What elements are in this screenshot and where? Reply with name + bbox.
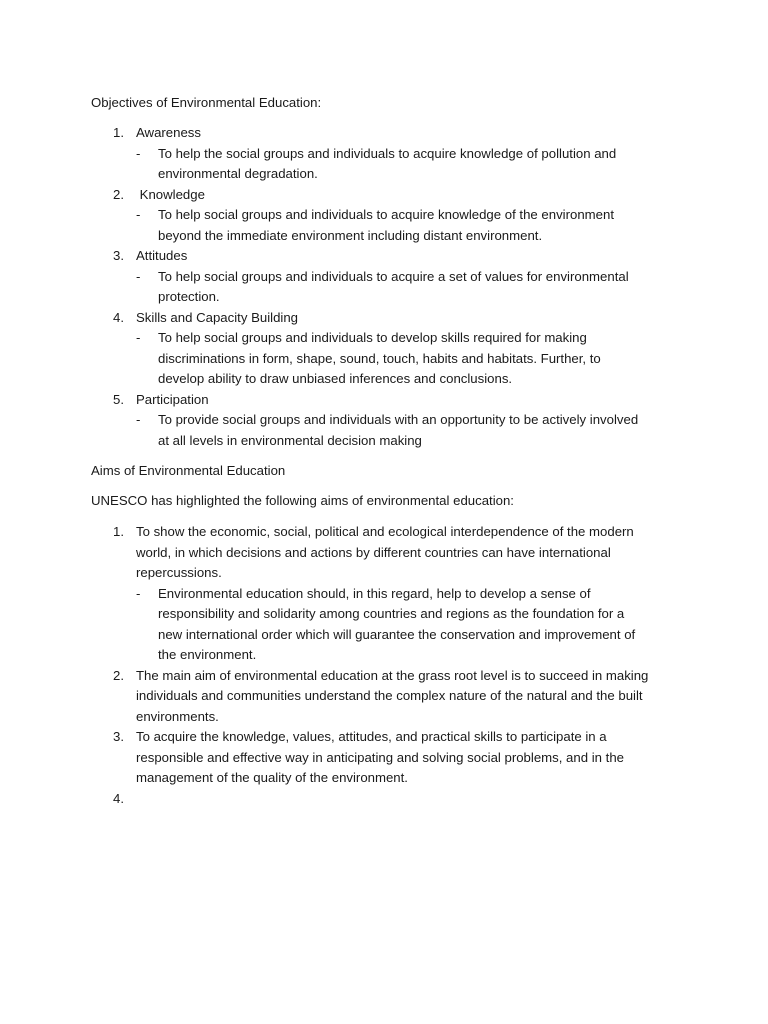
list-number: 5. [113,391,124,407]
text-line [136,789,696,810]
aim-item [0,727,768,789]
text-line: the environment. [158,647,257,662]
objective-item-awareness [0,123,768,144]
list-number: 1. [113,524,124,539]
text-line: To help the social groups and individuals to acquire knowledge of pollution and [158,145,617,161]
aims-intro: UNESCO has highlighted the following aims of environmental education: [91,493,514,508]
objective-description [0,410,768,451]
aim-item [0,522,768,584]
aim-sub-point [0,584,768,666]
text-line: responsible and effective way in anticipating and solving social problems, and in the [136,749,624,765]
text-line: The main aim of environmental education at the grass root level is to succeed in making [136,667,649,683]
text-line: To provide social groups and individuals with an opportunity to be actively involved [158,412,639,427]
text-line: new international order which will guarantee the conservation and improvement of [158,626,636,642]
objectives-heading: Objectives of Environmental Education: [91,95,322,110]
objective-item-participation [0,390,768,411]
objective-title: Knowledge [136,186,205,202]
dash-bullet: - [136,268,141,284]
aims-heading: Aims of Environmental Education [91,463,286,478]
objective-title: Participation [136,391,209,407]
dash-bullet: - [136,585,141,601]
list-number: 2. [113,667,124,683]
objective-item-attitudes [0,246,768,267]
text-line: To help social groups and individuals to acquire a set of values for environmental [158,268,629,284]
objective-description [0,205,768,246]
aim-item-empty [0,789,768,810]
list-number: 4. [113,790,124,806]
list-number: 4. [113,309,124,325]
text-line: Environmental education should, in this regard, help to develop a sense of [158,585,591,601]
aim-item [0,666,768,728]
text-line: responsibility and solidarity among countries and regions as the foundation for a [158,606,625,621]
list-number: 3. [113,729,124,744]
text-line: protection. [158,289,220,304]
text-line: To show the economic, social, political and ecological interdependence of the modern [136,524,634,539]
text-line: environments. [136,708,219,724]
aims-list [0,522,768,809]
dash-bullet: - [136,330,141,345]
text-line: To help social groups and individuals to acquire knowledge of the environment [158,207,614,222]
dash-bullet: - [136,145,141,161]
text-line: world, in which decisions and actions by different countries can have international [136,544,611,560]
text-line: discriminations in form, shape, sound, touch, habits and habitats. Further, to [158,350,601,366]
list-number: 3. [113,248,124,263]
text-line: at all levels in environmental decision making [158,432,422,448]
objective-item-skills [0,308,768,329]
list-number: 2. [113,186,124,202]
objective-description [0,267,768,308]
text-line: To acquire the knowledge, values, attitudes, and practical skills to participate in a [136,729,607,744]
text-line: repercussions. [136,565,222,580]
objective-title: Attitudes [136,248,188,263]
text-line: To help social groups and individuals to develop skills required for making [158,330,587,345]
text-line: environmental degradation. [158,166,318,181]
objective-description [0,328,768,390]
dash-bullet: - [136,207,141,222]
list-number: 1. [113,125,124,140]
objective-title: Awareness [136,125,201,140]
text-line: beyond the immediate environment including distant environment. [158,227,543,243]
objective-item-knowledge [0,185,768,206]
dash-bullet: - [136,412,141,427]
text-line: develop ability to draw unbiased inferences and conclusions. [158,371,513,386]
text-line: individuals and communities understand the complex nature of the natural and the built [136,688,643,703]
objectives-list [0,123,768,451]
objective-title: Skills and Capacity Building [136,309,298,325]
objective-description [0,144,768,185]
text-line: management of the quality of the environment. [136,770,408,785]
